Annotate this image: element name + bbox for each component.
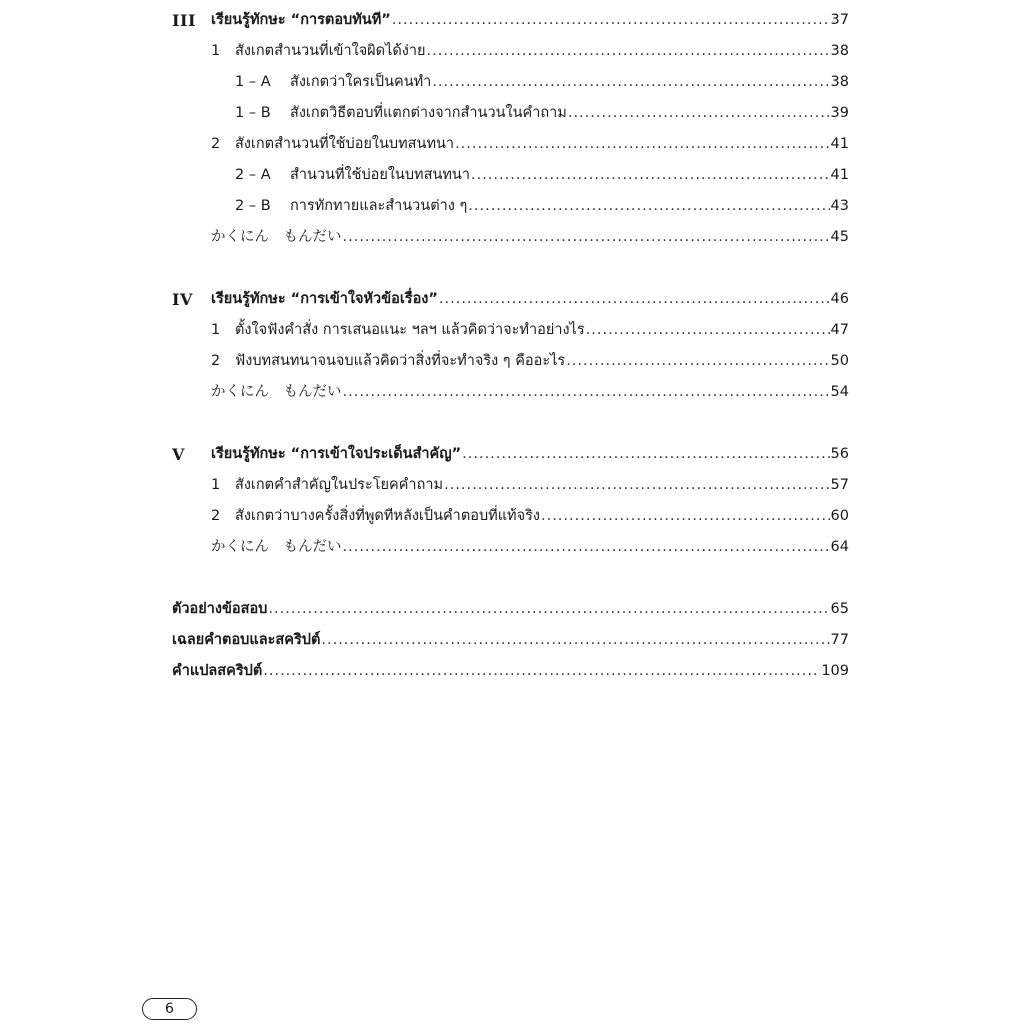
entry-number: 1 – B <box>235 105 271 121</box>
entry-title: เรียนรู้ทักษะ “การตอบทันที” <box>211 12 391 28</box>
entry-number: 1 <box>211 322 221 338</box>
toc-entry <box>211 501 849 532</box>
dot-leader <box>468 191 829 222</box>
entry-title: かくにん もんだい <box>211 539 342 555</box>
toc-row <box>0 501 1024 532</box>
section-roman-numeral: IV <box>172 290 193 309</box>
section-roman-numeral: III <box>172 11 196 30</box>
entry-page-number: 57 <box>830 477 849 493</box>
toc-entry <box>211 439 849 470</box>
entry-title: สังเกตว่าใครเป็นคนทำ <box>290 74 432 90</box>
toc-section-heading <box>0 284 1024 315</box>
entry-page-number: 54 <box>830 384 849 400</box>
entry-page-number: 50 <box>830 353 849 369</box>
entry-page-number: 47 <box>830 322 849 338</box>
toc-entry <box>211 222 849 253</box>
entry-title: เรียนรู้ทักษะ “การเข้าใจประเด็นสำคัญ” <box>211 446 462 462</box>
toc-row <box>0 625 1024 656</box>
toc-entry <box>235 98 849 129</box>
entry-number: 2 <box>211 508 221 524</box>
toc-row <box>0 656 1024 687</box>
toc-row <box>0 532 1024 563</box>
toc-row <box>0 346 1024 377</box>
entry-number: 2 <box>211 136 221 152</box>
entry-title: คำแปลสคริปต์ <box>172 663 263 679</box>
toc-row <box>0 377 1024 408</box>
toc-row <box>0 594 1024 625</box>
entry-title: สังเกตคำสำคัญในประโยคคำถาม <box>235 477 444 493</box>
entry-title: かくにん もんだい <box>211 229 342 245</box>
toc-row <box>0 98 1024 129</box>
entry-number: 1 <box>211 43 221 59</box>
toc-row <box>0 315 1024 346</box>
toc-row <box>0 160 1024 191</box>
entry-page-number: 38 <box>830 43 849 59</box>
entry-page-number: 41 <box>830 136 849 152</box>
toc-entry <box>211 315 849 346</box>
toc-entry <box>235 191 849 222</box>
dot-leader <box>343 532 830 563</box>
toc-entry <box>211 470 849 501</box>
toc-row <box>0 470 1024 501</box>
entry-number: 2 – A <box>235 167 271 183</box>
toc-row <box>0 129 1024 160</box>
entry-title: สำนวนที่ใช้บ่อยในบทสนทนา <box>290 167 470 183</box>
toc-entry <box>172 594 849 625</box>
entry-page-number: 38 <box>830 74 849 90</box>
dot-leader <box>471 160 830 191</box>
dot-leader <box>268 594 829 625</box>
toc-row <box>0 191 1024 222</box>
toc-entry <box>211 129 849 160</box>
dot-leader <box>541 501 830 532</box>
entry-page-number: 109 <box>821 663 849 679</box>
entry-title: สังเกตวิธีตอบที่แตกต่างจากสำนวนในคำถาม <box>290 105 567 121</box>
entry-title: ตั้งใจฟังคำสั่ง การเสนอแนะ ฯลฯ แล้วคิดว่าจะทำอย่างไร <box>235 322 585 338</box>
entry-page-number: 46 <box>830 291 849 307</box>
entry-page-number: 39 <box>830 105 849 121</box>
dot-leader <box>263 656 820 687</box>
entry-page-number: 43 <box>830 198 849 214</box>
entry-page-number: 37 <box>830 12 849 28</box>
entry-page-number: 45 <box>830 229 849 245</box>
dot-leader <box>462 439 829 470</box>
entry-page-number: 65 <box>830 601 849 617</box>
dot-leader <box>427 36 830 67</box>
toc-entry <box>211 36 849 67</box>
entry-title: เรียนรู้ทักษะ “การเข้าใจหัวข้อเรื่อง” <box>211 291 438 307</box>
dot-leader <box>568 98 830 129</box>
entry-title: ฟังบทสนทนาจนจบแล้วคิดว่าสิ่งที่จะทำจริง ๆ คืออะไร <box>235 353 566 369</box>
entry-page-number: 41 <box>830 167 849 183</box>
toc-entry <box>211 346 849 377</box>
toc-row <box>0 36 1024 67</box>
dot-leader <box>343 377 830 408</box>
dot-leader <box>439 284 830 315</box>
dot-leader <box>586 315 830 346</box>
toc-entry <box>211 532 849 563</box>
dot-leader <box>566 346 829 377</box>
entry-page-number: 60 <box>830 508 849 524</box>
entry-number: 1 <box>211 477 221 493</box>
toc-entry <box>211 377 849 408</box>
toc-entry <box>172 625 849 656</box>
entry-title: ตัวอย่างข้อสอบ <box>172 601 268 617</box>
toc-section-heading <box>0 5 1024 36</box>
dot-leader <box>432 67 829 98</box>
toc-entry <box>235 160 849 191</box>
entry-title: สังเกตสำนวนที่ใช้บ่อยในบทสนทนา <box>235 136 455 152</box>
toc-row <box>0 222 1024 253</box>
toc-row <box>0 67 1024 98</box>
entry-page-number: 77 <box>830 632 849 648</box>
entry-title: สังเกตว่าบางครั้งสิ่งที่พูดทีหลังเป็นคำตอบที่แท้จริง <box>235 508 540 524</box>
toc-section-heading <box>0 439 1024 470</box>
entry-number: 1 – A <box>235 74 271 90</box>
toc-entry <box>172 656 849 687</box>
entry-number: 2 <box>211 353 221 369</box>
dot-leader <box>392 5 830 36</box>
entry-title: かくにん もんだい <box>211 384 342 400</box>
page-number-badge: 6 <box>142 998 197 1020</box>
entry-title: การทักทายและสำนวนต่าง ๆ <box>290 198 468 214</box>
entry-page-number: 56 <box>830 446 849 462</box>
section-roman-numeral: V <box>172 445 185 464</box>
entry-title: สังเกตสำนวนที่เข้าใจผิดได้ง่าย <box>235 43 426 59</box>
dot-leader <box>343 222 830 253</box>
dot-leader <box>455 129 829 160</box>
entry-title: เฉลยคำตอบและสคริปต์ <box>172 632 321 648</box>
toc-entry <box>211 284 849 315</box>
toc-entry <box>235 67 849 98</box>
entry-page-number: 64 <box>830 539 849 555</box>
entry-number: 2 – B <box>235 198 271 214</box>
dot-leader <box>444 470 829 501</box>
toc-entry <box>211 5 849 36</box>
dot-leader <box>321 625 829 656</box>
